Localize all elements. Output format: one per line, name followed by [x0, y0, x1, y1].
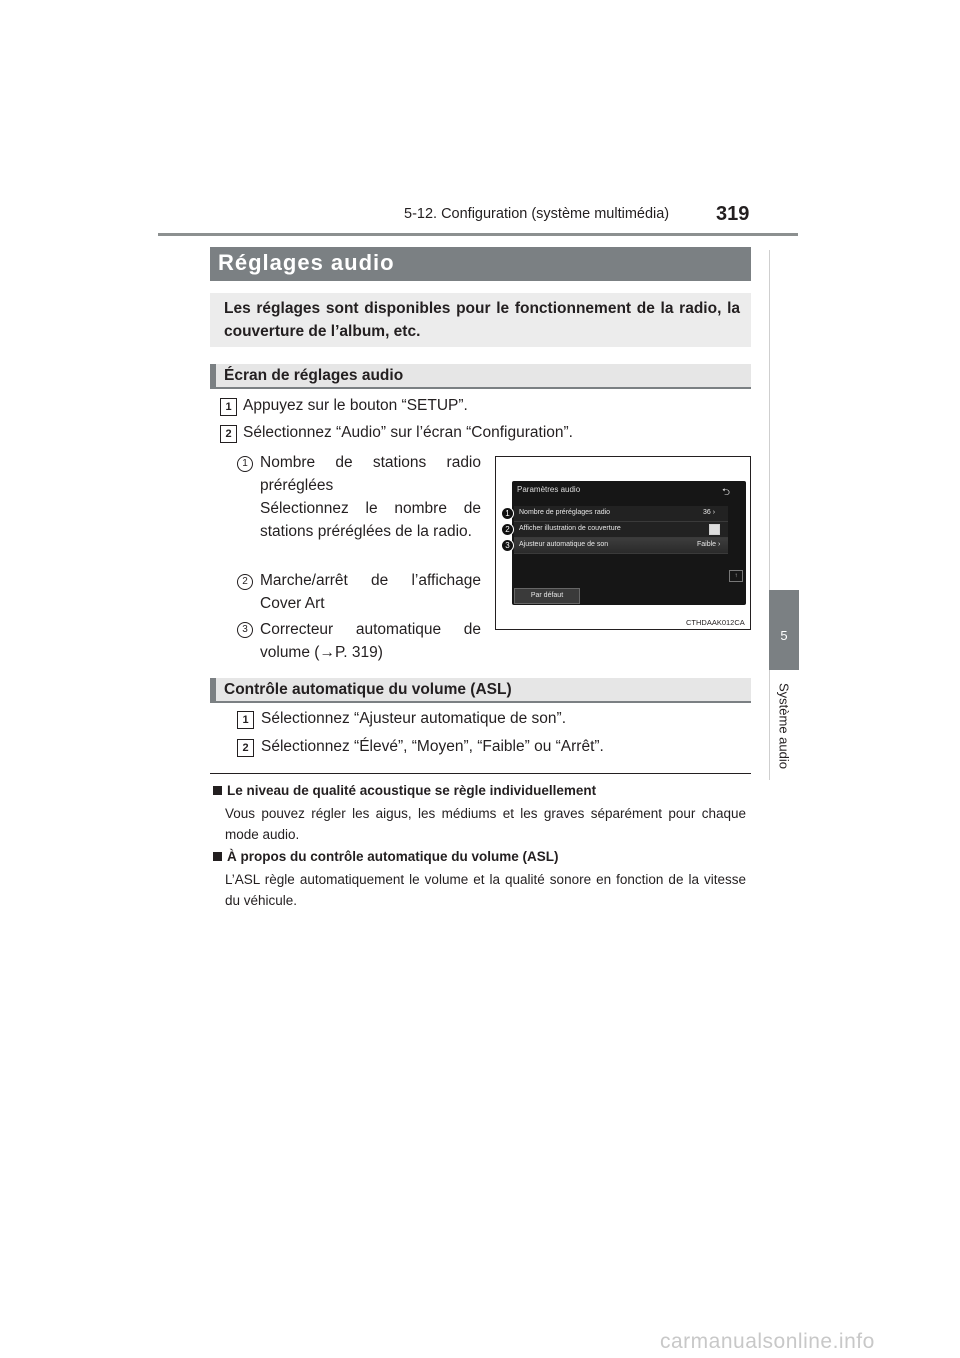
screenshot-title: Paramètres audio [517, 485, 581, 494]
step-number-box: 2 [220, 425, 237, 443]
item-text [260, 618, 481, 664]
image-code: CTHDAAK012CA [686, 618, 745, 627]
step-text: Sélectionnez “Audio” sur l’écran “Configuration”. [243, 424, 573, 441]
note-body: L’ASL règle automatiquement le volume et la qualité sonore en fonction de la vitesse du véhicule. [225, 872, 746, 908]
item-title: Nombre de stations radio préréglées [260, 454, 481, 494]
chapter-number: 5 [780, 628, 788, 643]
screenshot-row-label: Nombre de préréglages radio [519, 509, 611, 516]
watermark: carmanualsonline.info [660, 1330, 875, 1353]
section1-heading-marker [210, 364, 216, 389]
section-heading: 5-12. Configuration (système multimédia) [404, 206, 670, 222]
step-number-box: 2 [237, 739, 254, 757]
step-number-box: 1 [237, 711, 254, 729]
arrow-icon: → [319, 644, 335, 661]
step-text: Sélectionnez “Élevé”, “Moyen”, “Faible” ou “Arrêt”. [261, 738, 604, 755]
item-title: Correcteur automatique de volume ( [260, 621, 481, 661]
item-number-circle: 2 [237, 574, 253, 590]
intro-text: Les réglages sont disponibles pour le fonctionnement de la radio, la couverture de l’album, etc. [224, 300, 740, 340]
page-number: 319 [716, 203, 750, 225]
chapter-label: Système audio [776, 683, 792, 769]
item-text [260, 451, 481, 543]
chapter-label-box [772, 676, 796, 776]
callout-marker: 3 [501, 539, 514, 552]
screenshot-row-value: 36 › [703, 509, 716, 516]
side-divider [769, 250, 770, 780]
note-title [213, 849, 559, 864]
item-description: Sélectionnez le nombre de stations préréglées de la radio. [260, 500, 481, 540]
bullet-square-icon [213, 852, 222, 861]
screenshot-row-label: Afficher illustration de couverture [519, 525, 621, 532]
section2-heading: Contrôle automatique du volume (ASL) [224, 681, 512, 698]
step-number-box: 1 [220, 398, 237, 416]
header-divider [158, 233, 798, 236]
bullet-square-icon [213, 786, 222, 795]
section1-heading: Écran de réglages audio [224, 367, 404, 384]
page-title: Réglages audio [218, 250, 395, 275]
item-number-circle: 3 [237, 622, 253, 638]
step-text: Appuyez sur le bouton “SETUP”. [243, 397, 468, 414]
note-title-text: À propos du contrôle automatique du volume (ASL) [227, 849, 559, 864]
note-title [213, 783, 596, 798]
checkbox-icon [709, 524, 720, 535]
callout-marker: 1 [501, 507, 514, 520]
note-body: Vous pouvez régler les aigus, les médiums et les graves séparément pour chaque mode audio. [225, 806, 746, 842]
back-icon: ⮌ [722, 487, 731, 498]
screenshot-row-value: Faible › [697, 541, 721, 548]
step-text: Sélectionnez “Ajusteur automatique de son”. [261, 710, 567, 727]
note-title-text: Le niveau de qualité acoustique se règle individuellement [227, 783, 597, 798]
default-button: Par défaut [514, 588, 580, 604]
item-text: Marche/arrêt de l’affichage Cover Art [260, 572, 481, 612]
scroll-icon: ↑ [729, 570, 743, 582]
screenshot-row-label: Ajusteur automatique de son [519, 541, 609, 548]
page-reference: P. 319) [334, 644, 383, 661]
callout-marker: 2 [501, 523, 514, 536]
section2-heading-marker [210, 678, 216, 703]
notes-divider [210, 773, 751, 774]
item-number-circle: 1 [237, 456, 253, 472]
